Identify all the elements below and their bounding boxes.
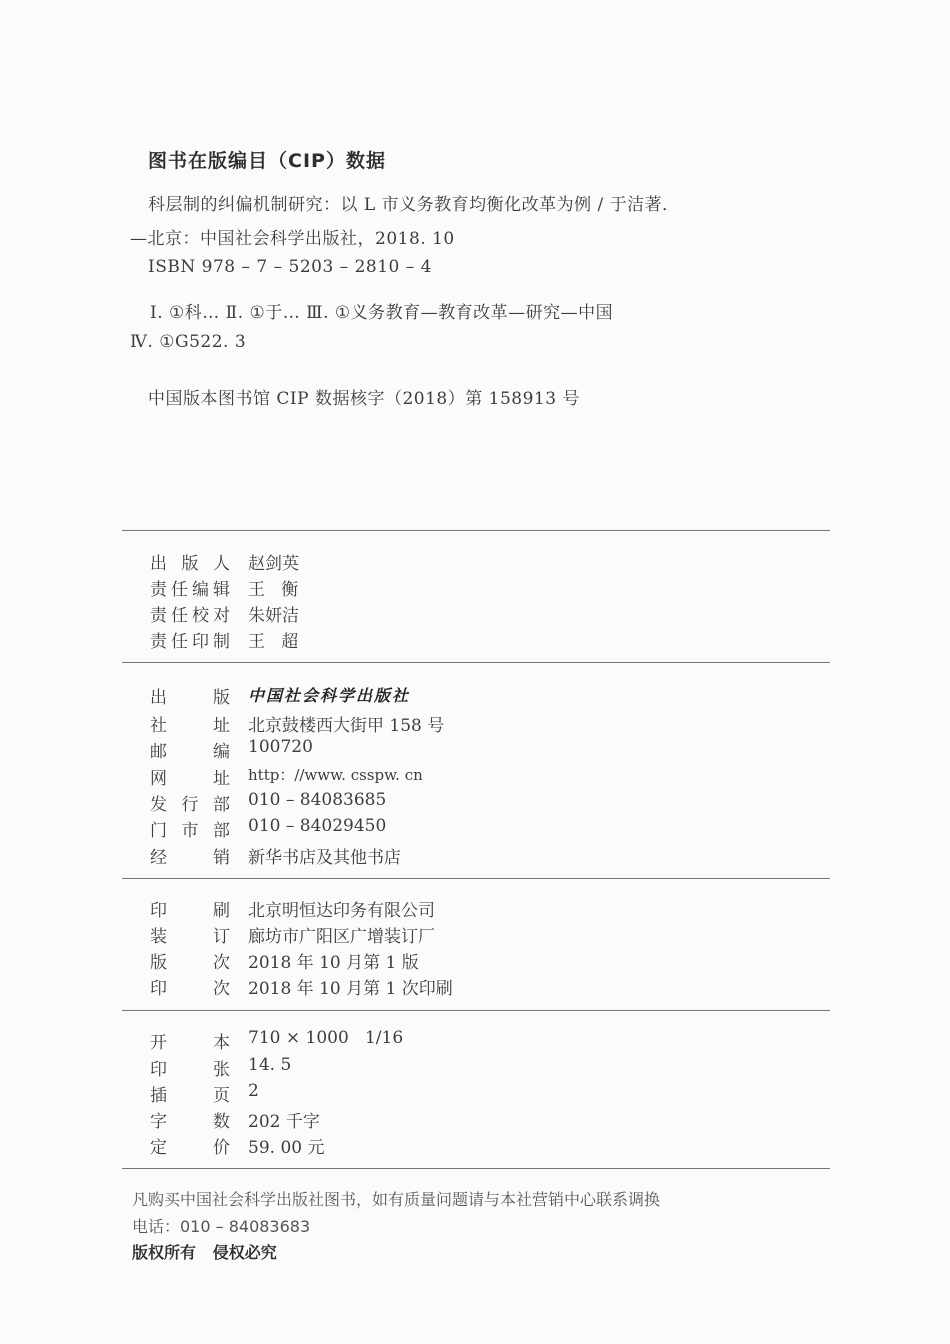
retail-phone: 010 – 84029450 bbox=[248, 816, 387, 836]
cip-data-number: 中国版本图书馆 CIP 数据核字（2018）第 158913 号 bbox=[148, 389, 580, 409]
print-supervisor: 王 超 bbox=[248, 632, 299, 652]
impression: 2018 年 10 月第 1 次印刷 bbox=[248, 979, 453, 999]
row-label: 印 次 bbox=[150, 979, 230, 999]
divider bbox=[122, 530, 830, 531]
distribution-phone: 010 – 84083685 bbox=[248, 790, 387, 810]
row-label: 印 张 bbox=[150, 1060, 230, 1080]
divider bbox=[122, 878, 830, 879]
binder: 廊坊市广阳区广增装订厂 bbox=[248, 927, 435, 947]
row-label: 责 任 印 制 bbox=[150, 632, 230, 652]
postal-code: 100720 bbox=[248, 737, 313, 757]
row-label: 装 订 bbox=[150, 927, 230, 947]
price: 59. 00 元 bbox=[248, 1138, 325, 1158]
editor: 王 衡 bbox=[248, 580, 299, 600]
proofreader: 朱妍洁 bbox=[248, 606, 299, 626]
printed-sheets: 14. 5 bbox=[248, 1055, 292, 1075]
word-count: 202 千字 bbox=[248, 1112, 320, 1132]
cip-classification: Ⅰ. ①科… Ⅱ. ①于… Ⅲ. ①义务教育—教育改革—研究—中国 bbox=[150, 303, 614, 323]
row-label: 出 版 人 bbox=[150, 554, 230, 574]
distributor: 新华书店及其他书店 bbox=[248, 848, 401, 868]
service-phone: 电话：010 – 84083683 bbox=[132, 1217, 311, 1236]
website: http：//www. csspw. cn bbox=[248, 766, 423, 784]
quality-notice: 凡购买中国社会科学出版社图书，如有质量问题请与本社营销中心联系调换 bbox=[132, 1190, 661, 1209]
row-label: 插 页 bbox=[150, 1086, 230, 1106]
cip-book-title-line: 科层制的纠偏机制研究：以 L 市义务教育均衡化改革为例 / 于洁著． bbox=[148, 195, 680, 215]
divider bbox=[122, 1168, 830, 1169]
publisher-name-logo: 中国社会科学出版社 bbox=[248, 686, 411, 705]
row-label: 开 本 bbox=[150, 1033, 230, 1053]
row-label: 发 行 部 bbox=[150, 795, 230, 815]
row-label: 邮 编 bbox=[150, 742, 230, 762]
cip-isbn: ISBN 978 – 7 – 5203 – 2810 – 4 bbox=[148, 257, 432, 277]
row-label: 社 址 bbox=[150, 716, 230, 736]
printer: 北京明恒达印务有限公司 bbox=[248, 901, 435, 921]
row-label: 印 刷 bbox=[150, 901, 230, 921]
row-label: 责 任 编 辑 bbox=[150, 580, 230, 600]
address: 北京鼓楼西大街甲 158 号 bbox=[248, 716, 445, 736]
rights-statement: 版权所有 侵权必究 bbox=[132, 1243, 277, 1262]
row-label: 出 版 bbox=[150, 688, 230, 708]
row-label: 版 次 bbox=[150, 953, 230, 973]
cip-publication-line: —北京：中国社会科学出版社，2018. 10 bbox=[130, 229, 455, 249]
cip-clc-number: Ⅳ. ①G522. 3 bbox=[130, 332, 247, 352]
divider bbox=[122, 1010, 830, 1011]
format: 710 × 1000 1/16 bbox=[248, 1028, 404, 1048]
row-label: 门 市 部 bbox=[150, 821, 230, 841]
row-label: 网 址 bbox=[150, 769, 230, 789]
divider bbox=[122, 662, 830, 663]
cip-title: 图书在版编目（CIP）数据 bbox=[148, 150, 386, 172]
row-label: 责 任 校 对 bbox=[150, 606, 230, 626]
row-label: 定 价 bbox=[150, 1138, 230, 1158]
row-label: 经 销 bbox=[150, 848, 230, 868]
inserts: 2 bbox=[248, 1081, 259, 1101]
edition: 2018 年 10 月第 1 版 bbox=[248, 953, 419, 973]
row-label: 字 数 bbox=[150, 1112, 230, 1132]
publisher-person: 赵剑英 bbox=[248, 554, 299, 574]
